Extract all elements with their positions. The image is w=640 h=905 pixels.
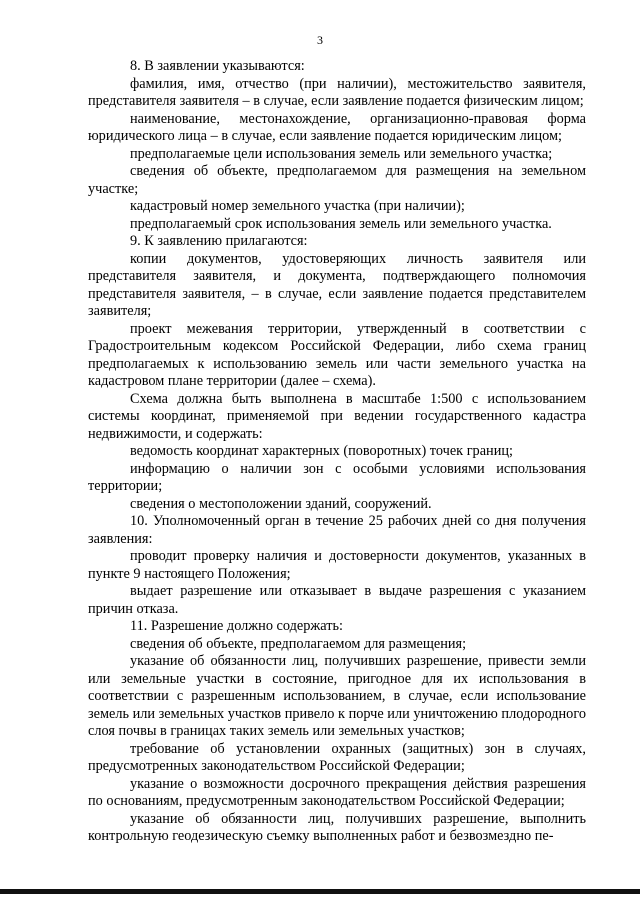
paragraph: предполагаемый срок использования земель или земельного участка.	[130, 215, 552, 232]
paragraph: указание об обязанности лиц, получивших разрешение, привести земли или земельные участки в состояние, пригодное для их использования в соответствии с разрешенным использованием, в случае, если использование земель или земельных участков привело к порче или уничтожению плодородного слоя почвы в границах таких земель или земельных участков;	[88, 653, 586, 739]
paragraph: проводит проверку наличия и достоверности документов, указанных в пункте 9 настоящего Положения;	[88, 548, 586, 582]
paragraph: сведения об объекте, предполагаемом для размещения на земельном участке;	[88, 163, 586, 197]
paragraph: требование об установлении охранных (защитных) зон в случаях, предусмотренных законодательством Российской Федерации;	[88, 740, 586, 774]
paragraph: информацию о наличии зон с особыми условиями использования территории;	[88, 460, 586, 494]
paragraph: 11. Разрешение должно содержать:	[130, 618, 343, 634]
paragraph: кадастровый номер земельного участка (при наличии);	[130, 198, 465, 214]
paragraph: предполагаемые цели использования земель или земельного участка;	[130, 145, 553, 162]
paragraph: указание о возможности досрочного прекращения действия разрешения по основаниям, предусмотренным законодательством Российской Федерации;	[88, 775, 586, 809]
paragraph: 8. В заявлении указываются:	[130, 58, 305, 74]
bottom-scan-border	[0, 889, 640, 894]
paragraph: указание об обязанности лиц, получивших разрешение, выполнить контрольную геодезическую съемку выполненных работ и безвозмездно пе-	[88, 810, 586, 844]
paragraph: ведомость координат характерных (поворотных) точек границ;	[130, 443, 513, 459]
paragraph: копии документов, удостоверяющих личность заявителя или представителя заявителя, и документа, подтверждающего полномочия представителя заявителя, – в случае, если заявление подается представителем заявителя;	[88, 250, 586, 319]
paragraph: сведения о местоположении зданий, сооружений.	[130, 495, 432, 512]
paragraph: проект межевания территории, утвержденный в соответствии с Градостроительным кодексом Российской Федерации, либо схема границ предполагаемых к использованию земель или части земельного участка на кадастровом плане территории (далее – схема).	[88, 320, 586, 389]
page-number: 3	[317, 33, 323, 47]
document-body	[88, 56, 586, 846]
paragraph: сведения об объекте, предполагаемом для размещения;	[130, 635, 467, 652]
paragraph: Схема должна быть выполнена в масштабе 1:500 с использованием системы координат, применяемой при ведении государственного кадастра недвижимости, и содержать:	[88, 390, 586, 442]
paragraph: 10. Уполномоченный орган в течение 25 рабочих дней со дня получения заявления:	[88, 513, 586, 547]
paragraph: выдает разрешение или отказывает в выдаче разрешения с указанием причин отказа.	[88, 583, 586, 617]
paragraph: 9. К заявлению прилагаются:	[130, 233, 308, 249]
paragraph: фамилия, имя, отчество (при наличии), местожительство заявителя, представителя заявителя – в случае, если заявление подается физическим лицом;	[88, 75, 586, 109]
paragraph: наименование, местонахождение, организационно-правовая форма юридического лица – в случае, если заявление подается юридическим лицом;	[88, 110, 586, 144]
